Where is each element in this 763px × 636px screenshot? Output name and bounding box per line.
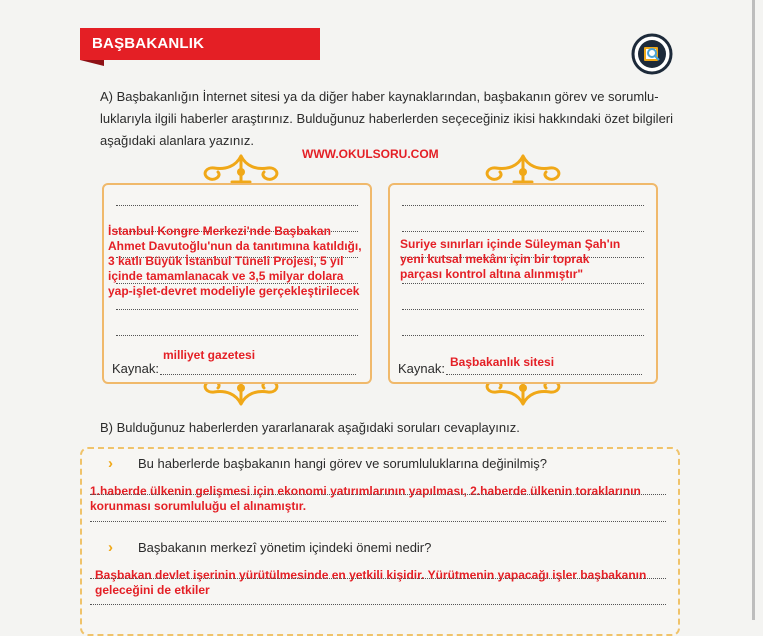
news-answer: Suriye sınırları içinde Süleyman Şah'ın yeni kutsal mekânı için bir toprak parçası kontrol altına alınmıştır" — [400, 237, 621, 281]
writing-line — [402, 283, 644, 284]
question-text: Başbakanın merkezî yönetim içindeki önemi nedir? — [138, 540, 432, 555]
source-label: Kaynak: — [398, 361, 445, 376]
question-answer: Başbakan devlet işerinin yürütülmesinde en yetkili kişidir. Yürütmenin yapacağı işler başbakanın geleceğini de etkiler — [95, 568, 647, 597]
writing-line — [90, 578, 666, 579]
right-edge-rule — [752, 0, 755, 620]
news-card — [388, 183, 658, 384]
writing-line — [116, 335, 358, 336]
intro-line: A) Başbakanlığın İnternet sitesi ya da diğer haber kaynaklarından, başbakanın görev ve sorumlu- — [100, 89, 659, 104]
writing-line — [402, 335, 644, 336]
source-line — [446, 374, 642, 375]
page-title: BAŞBAKANLIK — [92, 35, 205, 52]
writing-line — [402, 205, 644, 206]
chevron-right-icon: › — [108, 539, 113, 556]
news-answer: İstanbul Kongre Merkezi'nde Başbakan Ahmet Davutoğlu'nun da tanıtımına katıldığı, 3 katlı Büyük İstanbul Tüneli Projesi, 5 yıl içinde tamamlanacak ve 3,5 milyar dolara yap-işlet-devret modeliyle gerçekleştirilecek — [108, 224, 362, 298]
source-line — [160, 374, 356, 375]
source-label: Kaynak: — [112, 361, 159, 376]
title-banner-fold — [80, 60, 104, 66]
source-value: milliyet gazetesi — [163, 348, 256, 362]
ornament-icon — [196, 152, 286, 186]
writing-line — [402, 309, 644, 310]
writing-line — [116, 205, 358, 206]
chevron-right-icon: › — [108, 455, 113, 472]
writing-line — [90, 494, 666, 495]
question-text: Bu haberlerde başbakanın hangi görev ve sorumluluklarına değinilmiş? — [138, 456, 548, 471]
intro-paragraph — [100, 86, 680, 152]
ornament-icon — [478, 152, 568, 186]
section-b-instruction: B) Bulduğunuz haberlerden yararlanarak aşağıdaki soruları cevaplayınız. — [100, 420, 520, 435]
writing-line — [90, 604, 666, 605]
intro-line: aşağıdaki alanlara yazınız. — [100, 133, 254, 148]
question-answer: 1.haberde ülkenin gelişmesi için ekonomi yatırımlarının yapılması, 2.haberde ülkenin toraklarının korunması sorumluluğu el alınamıştır. — [90, 484, 641, 513]
intro-line: luklarıyla ilgili haberler araştırınız. Bulduğunuz haberlerden seçeceğiniz ikisi hakkındaki özet bilgileri — [100, 111, 674, 126]
writing-line — [402, 231, 644, 232]
writing-line — [116, 309, 358, 310]
search-book-icon — [631, 33, 673, 75]
writing-line — [90, 521, 666, 522]
source-value: Başbakanlık sitesi — [450, 355, 555, 369]
watermark: WWW.OKULSORU.COM — [302, 147, 439, 161]
